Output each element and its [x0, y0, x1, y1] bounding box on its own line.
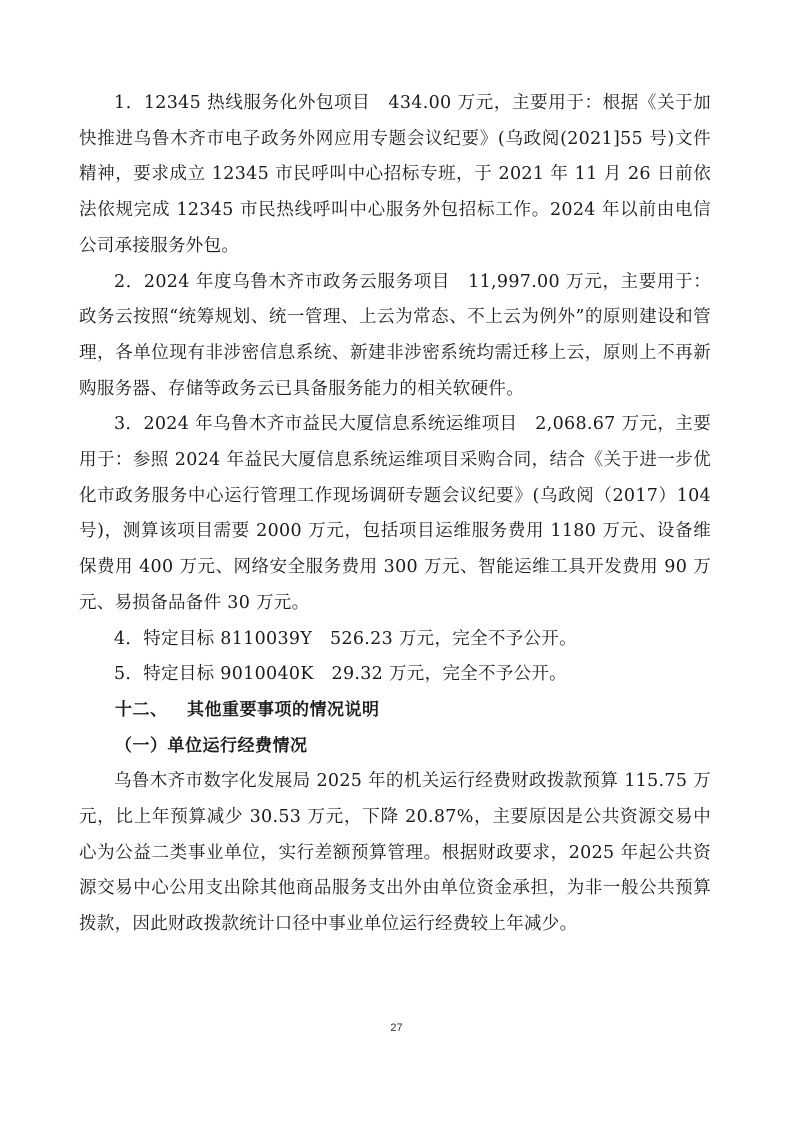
page-number: 27 [390, 1022, 403, 1034]
paragraph-item-4: 4．特定目标 8110039Y 526.23 万元，完全不予公开。 [114, 628, 577, 649]
section-heading [79, 693, 711, 729]
paragraph-item-1: 1．12345 热线服务化外包项目 434.00 万元，主要用于：根据《关于加快推进乌鲁木齐市电子政务外网应用专题会议纪要》(乌政阅(2021]55 号)文件精神，要求成立 12345 市民呼叫中心招标专班，于 2021 年 11 月 26 日前依法依规完成 12345 市民热线呼叫中心服务外包招标工作。2024 年以前由电信公司承接服务外包。 [79, 93, 711, 256]
paragraph-item-2: 2．2024 年度乌鲁木齐市政务云服务项目 11,997.00 万元，主要用于：政务云按照“统筹规划、统一管理、上云为常态、不上云为例外”的原则建设和管理，各单位现有非涉密信息系统、新建非涉密系统均需迁移上云，原则上不再新购服务器、存储等政务云已具备服务能力的相关软硬件。 [79, 271, 711, 399]
section-number: 十二、 [115, 699, 168, 720]
body-paragraph: 乌鲁木齐市数字化发展局 2025 年的机关运行经费财政拨款预算 115.75 万元，比上年预算减少 30.53 万元，下降 20.87%，主要原因是公共资源交易中心为公益二类事业单位，实行差额预算管理。根据财政要求，2025 年起公共资源交易中心公用支出除其他商品服务支出外由单位资金承担，为非一般公共预算拨款，因此财政拨款统计口径中事业单位运行经费较上年减少。 [79, 771, 711, 935]
paragraph-item-5: 5．特定目标 9010040K 29.32 万元，完全不予公开。 [114, 664, 567, 685]
document-body [79, 86, 711, 943]
section-title: 其他重要事项的情况说明 [187, 699, 380, 720]
subsection-heading: （一）单位运行经费情况 [115, 735, 308, 756]
paragraph-item-3: 3．2024 年乌鲁木齐市益民大厦信息系统运维项目 2,068.67 万元，主要用于：参照 2024 年益民大厦信息系统运维项目采购合同，结合《关于进一步优化市政务服务中心运行管理工作现场调研专题会议纪要》(乌政阅（2017）104 号)，测算该项目需要 2000 万元，包括项目运维服务费用 1180 万元、设备维保费用 400 万元、网络安全服务费用 300 万元、智能运维工具开发费用 90 万元、易损备品备件 30 万元。 [79, 414, 711, 613]
